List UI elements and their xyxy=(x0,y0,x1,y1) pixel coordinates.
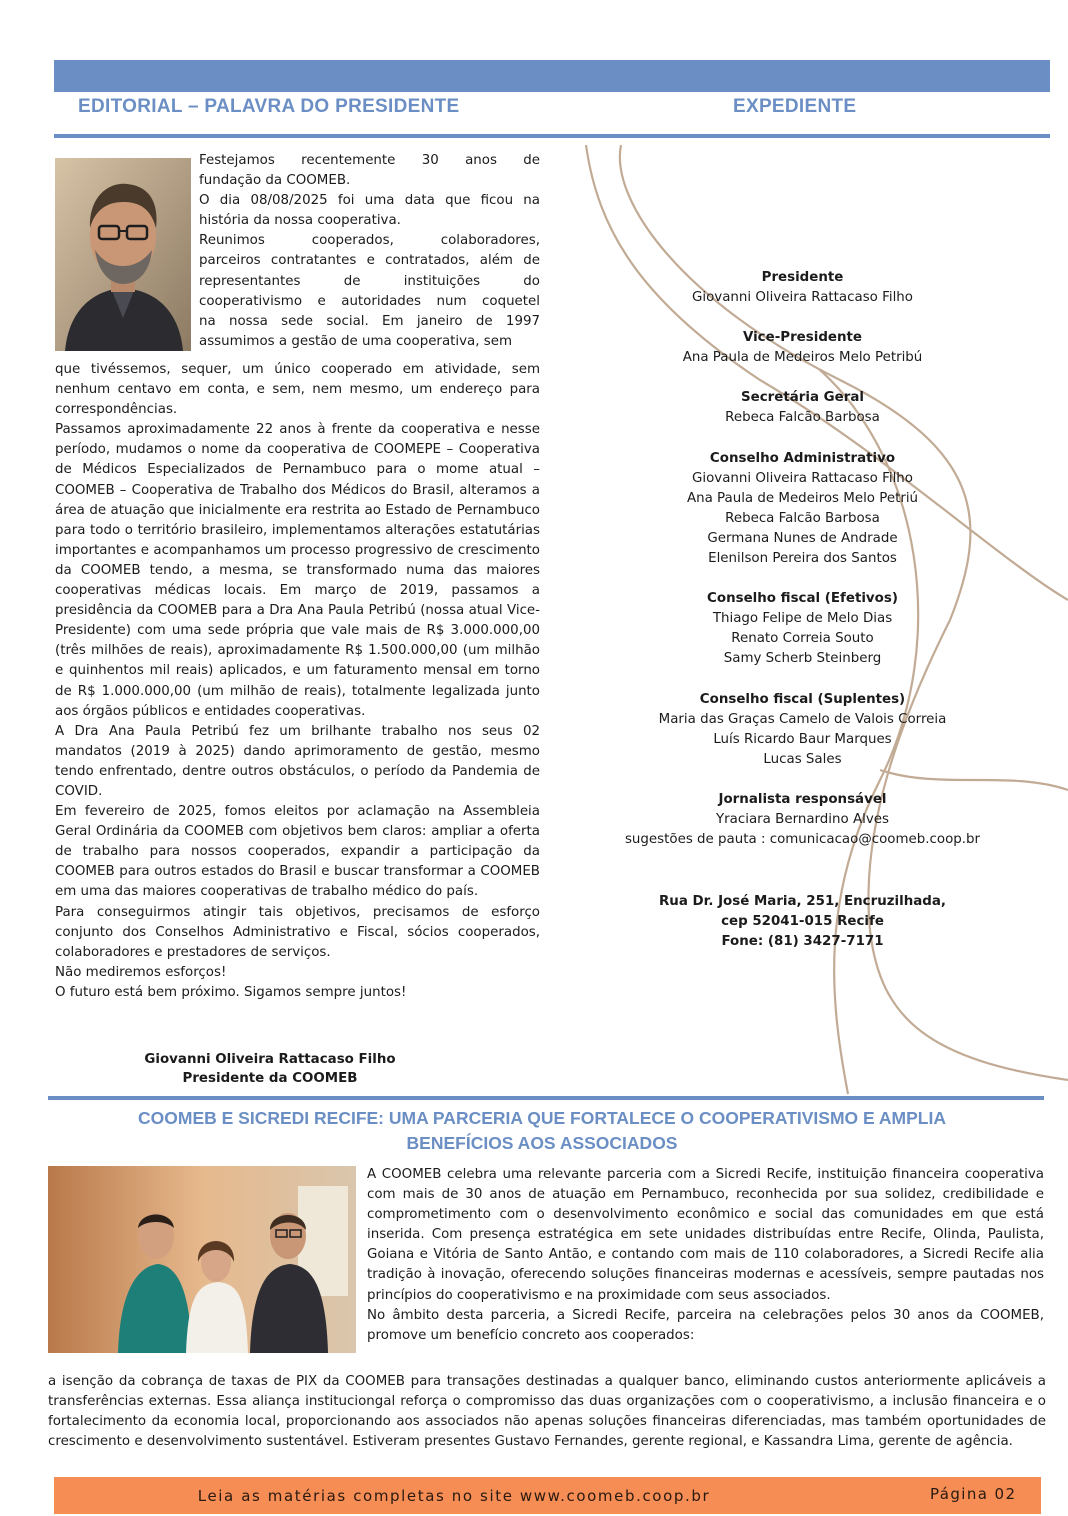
expediente-name: Ana Paula de Medeiros Melo Petribú xyxy=(682,350,923,366)
address-line: cep 52041-015 Recife xyxy=(721,914,884,930)
expediente-section-title: Vice-Presidente xyxy=(742,330,863,346)
editorial-intro-line: assumimos a gestão de uma cooperativa, sem xyxy=(199,333,513,349)
editorial-intro-line: O dia 08/08/2025 foi uma data que ficou na xyxy=(199,193,540,209)
address-block xyxy=(595,892,1010,952)
footer-link-text[interactable]: Leia as matérias completas no site www.coomeb.coop.br xyxy=(197,1487,711,1505)
article-title-line-1: COOMEB E SICREDI RECIFE: UMA PARCERIA QUE FORTALECE O COOPERATIVISMO E AMPLIA xyxy=(138,1108,946,1128)
editorial-intro-line: fundação da COOMEB. xyxy=(199,173,351,189)
editorial-intro-line: parceiros contratantes e contratados, além de xyxy=(199,253,540,269)
editorial-paragraph: Passamos aproximadamente 22 anos à frente da cooperativa e nesse período, mudamos o nome da cooperativa de COOMEPE – Cooperativa de Médicos Especializados de Pernambuco para o mome atual – COOMEB – Cooperativa de Trabalho dos Médicos do Brasil, alteramos a área de atuação que inicialmente era restrita ao Estado de Pernambuco para todo o território brasileiro, implementamos alterações estatutárias importantes e acompanhamos um processo progressivo de crescimento da COOMEB tendo, a mesma, se transformado numa das maiores cooperativas médicas locais. Em março de 2019, passamos a presidência da COOMEB para a Dra Ana Paula Petribú (nossa atual Vice-Presidente) com uma sede própria que vale mais de R$ 3.000.000,00 (três milhões de reais), aproximadamente R$ 1.500.000,00 (um milhão e quinhentos mil reais) aplicados, e um faturamento mensal em torno de R$ 1.000.000,00 (um milhão de reais), totalmente legalizada junto aos órgãos públicos e entidades cooperativas. xyxy=(55,422,540,719)
president-photo xyxy=(55,158,191,351)
expediente-name: Thiago Felipe de Melo Dias xyxy=(712,611,893,627)
editorial-intro-line: na nossa sede social. Em janeiro de 1997 xyxy=(199,313,540,329)
expediente-section-title: Secretária Geral xyxy=(741,390,864,406)
editorial-intro-line: história da nossa cooperativa. xyxy=(199,213,401,229)
editorial-title: EDITORIAL – PALAVRA DO PRESIDENTE xyxy=(78,96,460,117)
expediente-title: EXPEDIENTE xyxy=(733,96,857,117)
expediente-name: Ana Paula de Medeiros Melo Petriú xyxy=(686,490,919,506)
expediente-name: Elenilson Pereira dos Santos xyxy=(708,551,897,567)
article-paragraph: A COOMEB celebra uma relevante parceria com a Sicredi Recife, instituição financeira cooperativa com mais de 30 anos de atuação em Pernambuco, reconhecida por sua solidez, credibilidade e comprometimento com o desenvolvimento econômico e social das comunidades em que está inserida. Com presença estratégica em sete unidades distribuídas entre Recife, Olinda, Paulista, Goiana e Vitória de Santo Antão, e contando com mais de 110 colaboradores, a Sicredi Recife alia tradição à inovação, oferecendo soluções financeiras modernas e acessíveis, sempre pautadas nos princípios do cooperativismo e na proximidade com seus associados. xyxy=(367,1167,1044,1303)
editorial-intro-line: representantes de instituições do xyxy=(199,273,540,289)
expediente-section-title: Presidente xyxy=(761,270,844,285)
signature-name: Giovanni Oliveira Rattacaso Filho xyxy=(144,1052,396,1067)
article-paragraph: No âmbito desta parceria, a Sicredi Recife, parceira na celebrações pelos 30 anos da COOMEB, promove um benefício concreto aos cooperados: xyxy=(367,1307,1044,1343)
editorial-intro-line: Reunimos cooperados, colaboradores, xyxy=(199,233,540,249)
expediente-name: Samy Scherb Steinberg xyxy=(723,651,882,667)
editorial-intro-line: cooperativismo e autoridades num coquetel xyxy=(199,293,540,309)
expediente-section-title: Conselho Administrativo xyxy=(709,450,896,466)
editorial-intro-line: Festejamos recentemente 30 anos de xyxy=(199,153,540,168)
editorial-intro xyxy=(199,151,540,352)
article-intro xyxy=(367,1165,1044,1346)
article-body: a isenção da cobrança de taxas de PIX da COOMEB para transações destinadas a qualquer banco, eliminando custos anteriormente aplicáveis a transferências externas. Essa aliança instituciongal reforça o compromisso das duas organizações com o cooperativismo, a inclusão financeira e o fortalecimento da economia local, proporcionando aos associados não apenas soluções financeiras diferenciadas, mas também oportunidades de crescimento e desenvolvimento sustentável. Estiveram presentes Gustavo Fernandes, gerente regional, e Kassandra Lima, gerente de agência. xyxy=(48,1374,1046,1450)
expediente-name: sugestões de pauta : comunicacao@coomeb.coop.br xyxy=(624,832,981,848)
expediente-section-title: Conselho fiscal (Suplentes) xyxy=(699,691,906,707)
expediente-list xyxy=(595,268,1010,850)
expediente-name: Rebeca Falcão Barbosa xyxy=(725,410,880,426)
page-number: Página 02 xyxy=(930,1485,1017,1503)
expediente-name: Germana Nunes de Andrade xyxy=(707,530,898,546)
header-divider xyxy=(54,134,1050,138)
editorial-paragraph: que tivéssemos, sequer, um único cooperado em atividade, sem nenhum centavo em conta, e sem, nem mesmo, um endereço para correspondências. xyxy=(55,362,540,418)
signature-role: Presidente da COOMEB xyxy=(182,1071,358,1086)
expediente-name: Lucas Sales xyxy=(763,751,842,767)
editorial-paragraph: Não mediremos esforços! xyxy=(55,964,227,980)
address-line: Fone: (81) 3427-7171 xyxy=(721,934,884,950)
address-line: Rua Dr. José Maria, 251, Encruzilhada, xyxy=(658,894,947,909)
editorial-paragraph: Para conseguirmos atingir tais objetivos, precisamos de esforço conjunto dos Conselhos Administrativo e Fiscal, sócios cooperados, colaboradores e prestadores de serviços. xyxy=(55,904,540,960)
editorial-paragraph: A Dra Ana Paula Petribú fez um brilhante trabalho nos seus 02 mandatos (2019 à 2025) dando aprimoramento de gestão, mesmo tendo enfrentado, dentre outros obstáculos, o período da Pandemia de COVID. xyxy=(55,723,540,799)
event-photo xyxy=(48,1166,356,1353)
expediente-section-title: Conselho fiscal (Efetivos) xyxy=(707,591,898,607)
section-divider xyxy=(48,1096,1044,1100)
expediente-section-title: Jornalista responsável xyxy=(718,791,887,807)
editorial-body xyxy=(55,360,540,1003)
signature xyxy=(60,1050,480,1088)
expediente-name: Giovanni Oliveira Rattacaso Filho xyxy=(692,470,913,486)
expediente-name: Maria das Graças Camelo de Valois Correia xyxy=(658,711,947,727)
expediente-name: Giovanni Oliveira Rattacaso Filho xyxy=(692,290,913,306)
editorial-paragraph: O futuro está bem próximo. Sigamos sempre juntos! xyxy=(55,984,407,1000)
expediente-name: Renato Correia Souto xyxy=(731,631,874,647)
article-title xyxy=(60,1106,1024,1156)
top-banner xyxy=(54,60,1050,92)
editorial-paragraph: Em fevereiro de 2025, fomos eleitos por aclamação na Assembleia Geral Ordinária da COOMEB com objetivos bem claros: ampliar a oferta de trabalho para nossos cooperados, expandir a participação da COOMEB para outros estados do Brasil e buscar transformar a COOMEB em uma das maiores cooperativas de trabalho médico do país. xyxy=(55,804,540,900)
expediente-name: Rebeca Falcão Barbosa xyxy=(725,510,880,526)
expediente-name: Yraciara Bernardino Alves xyxy=(716,811,889,827)
article-title-line-2: BENEFÍCIOS AOS ASSOCIADOS xyxy=(406,1133,678,1153)
expediente-name: Luís Ricardo Baur Marques xyxy=(713,731,892,747)
